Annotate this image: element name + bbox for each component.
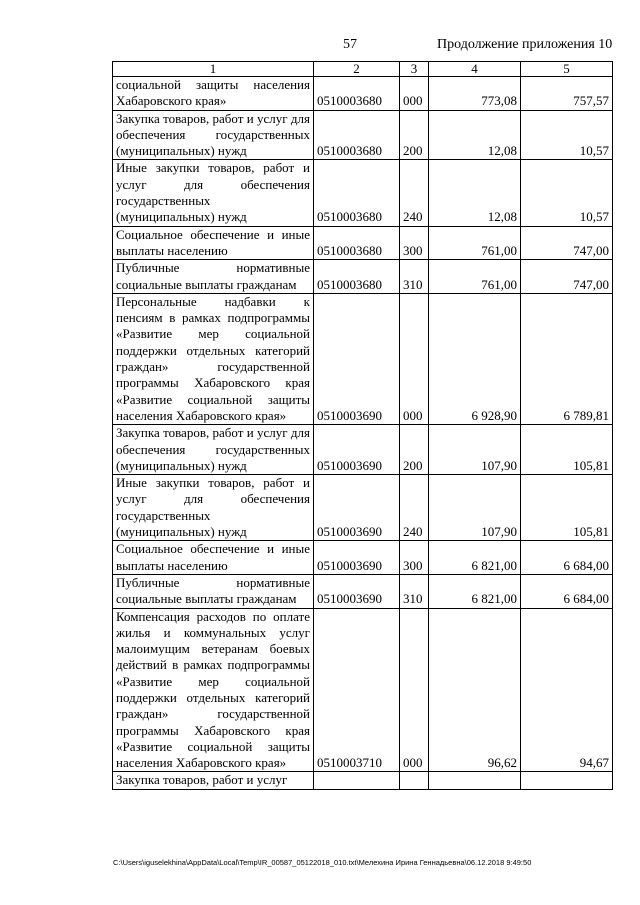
file-path-footer: C:\Users\iguselekhina\AppData\Local\Temp\IR_00587_05122018_010.txt\Мелехина Ирина Геннадьевна\06.12.2018 9:49:50 xyxy=(113,858,532,867)
table-header-row xyxy=(113,62,613,77)
table-row xyxy=(113,77,613,111)
expense-type-cell: 200 xyxy=(400,110,429,160)
column-header: 4 xyxy=(429,62,521,77)
table-row xyxy=(113,475,613,541)
row-name-cell: социальной защиты населения Хабаровского края» xyxy=(113,77,314,111)
table-row xyxy=(113,574,613,608)
amount-2020-cell: 757,57 xyxy=(521,77,613,111)
row-name-cell: Социальное обеспечение и иные выплаты населению xyxy=(113,541,314,575)
target-code-cell: 0510003690 xyxy=(314,293,400,424)
table-row xyxy=(113,160,613,226)
amount-2019-cell: 6 928,90 xyxy=(429,293,521,424)
page-number: 57 xyxy=(343,37,357,52)
annex-continuation-note: Продолжение приложения 10 xyxy=(437,37,613,52)
amount-2020-cell: 6 684,00 xyxy=(521,574,613,608)
target-code-cell: 0510003680 xyxy=(314,160,400,226)
table-row xyxy=(113,226,613,260)
expense-type-cell xyxy=(400,772,429,789)
column-header: 1 xyxy=(113,62,314,77)
amount-2019-cell: 96,62 xyxy=(429,608,521,772)
expense-type-cell: 200 xyxy=(400,425,429,475)
amount-2019-cell: 761,00 xyxy=(429,226,521,260)
amount-2019-cell: 107,90 xyxy=(429,425,521,475)
row-name-cell: Публичные нормативные социальные выплаты гражданам xyxy=(113,260,314,294)
table-row xyxy=(113,608,613,772)
amount-2019-cell: 12,08 xyxy=(429,110,521,160)
table-body xyxy=(113,77,613,790)
target-code-cell: 0510003710 xyxy=(314,608,400,772)
row-name-cell: Закупка товаров, работ и услуг для обеспечения государственных (муниципальных) нужд xyxy=(113,425,314,475)
expense-type-cell: 000 xyxy=(400,293,429,424)
table-row xyxy=(113,541,613,575)
expense-type-cell: 240 xyxy=(400,475,429,541)
row-name-cell: Иные закупки товаров, работ и услуг для обеспечения государственных (муниципальных) нужд xyxy=(113,160,314,226)
row-name-cell: Персональные надбавки к пенсиям в рамках подпрограммы «Развитие мер социальной поддержки отдельных категорий граждан» государственной программы Хабаровского края «Развитие социальной защиты населения Хабаровского края» xyxy=(113,293,314,424)
amount-2019-cell: 761,00 xyxy=(429,260,521,294)
target-code-cell xyxy=(314,772,400,789)
amount-2020-cell: 10,57 xyxy=(521,160,613,226)
target-code-cell: 0510003680 xyxy=(314,110,400,160)
amount-2019-cell: 6 821,00 xyxy=(429,574,521,608)
amount-2020-cell: 105,81 xyxy=(521,425,613,475)
row-name-cell: Социальное обеспечение и иные выплаты населению xyxy=(113,226,314,260)
target-code-cell: 0510003680 xyxy=(314,226,400,260)
target-code-cell: 0510003690 xyxy=(314,541,400,575)
amount-2020-cell: 10,57 xyxy=(521,110,613,160)
expense-type-cell: 240 xyxy=(400,160,429,226)
amount-2020-cell: 105,81 xyxy=(521,475,613,541)
row-name-cell: Закупка товаров, работ и услуг для обеспечения государственных (муниципальных) нужд xyxy=(113,110,314,160)
target-code-cell: 0510003690 xyxy=(314,574,400,608)
amount-2019-cell: 6 821,00 xyxy=(429,541,521,575)
column-header: 5 xyxy=(521,62,613,77)
expense-type-cell: 300 xyxy=(400,226,429,260)
amount-2019-cell: 107,90 xyxy=(429,475,521,541)
amount-2020-cell: 747,00 xyxy=(521,226,613,260)
target-code-cell: 0510003690 xyxy=(314,425,400,475)
amount-2019-cell xyxy=(429,772,521,789)
amount-2020-cell xyxy=(521,772,613,789)
amount-2020-cell: 6 789,81 xyxy=(521,293,613,424)
table-row xyxy=(113,110,613,160)
table-row xyxy=(113,772,613,789)
expense-type-cell: 310 xyxy=(400,260,429,294)
table-row xyxy=(113,425,613,475)
expense-type-cell: 300 xyxy=(400,541,429,575)
column-header: 2 xyxy=(314,62,400,77)
budget-table xyxy=(112,61,613,790)
expense-type-cell: 000 xyxy=(400,608,429,772)
table-row xyxy=(113,293,613,424)
expense-type-cell: 000 xyxy=(400,77,429,111)
amount-2020-cell: 94,67 xyxy=(521,608,613,772)
expense-type-cell: 310 xyxy=(400,574,429,608)
target-code-cell: 0510003690 xyxy=(314,475,400,541)
amount-2020-cell: 747,00 xyxy=(521,260,613,294)
target-code-cell: 0510003680 xyxy=(314,77,400,111)
column-header: 3 xyxy=(400,62,429,77)
target-code-cell: 0510003680 xyxy=(314,260,400,294)
row-name-cell: Закупка товаров, работ и услуг xyxy=(113,772,314,789)
table-row xyxy=(113,260,613,294)
row-name-cell: Публичные нормативные социальные выплаты гражданам xyxy=(113,574,314,608)
row-name-cell: Иные закупки товаров, работ и услуг для обеспечения государственных (муниципальных) нужд xyxy=(113,475,314,541)
amount-2019-cell: 773,08 xyxy=(429,77,521,111)
row-name-cell: Компенсация расходов по оплате жилья и коммунальных услуг малоимущим ветеранам боевых действий в рамках подпрограммы «Развитие мер социальной поддержки отдельных категорий граждан» государственной программы Хабаровского края «Развитие социальной защиты населения Хабаровского края» xyxy=(113,608,314,772)
amount-2019-cell: 12,08 xyxy=(429,160,521,226)
amount-2020-cell: 6 684,00 xyxy=(521,541,613,575)
